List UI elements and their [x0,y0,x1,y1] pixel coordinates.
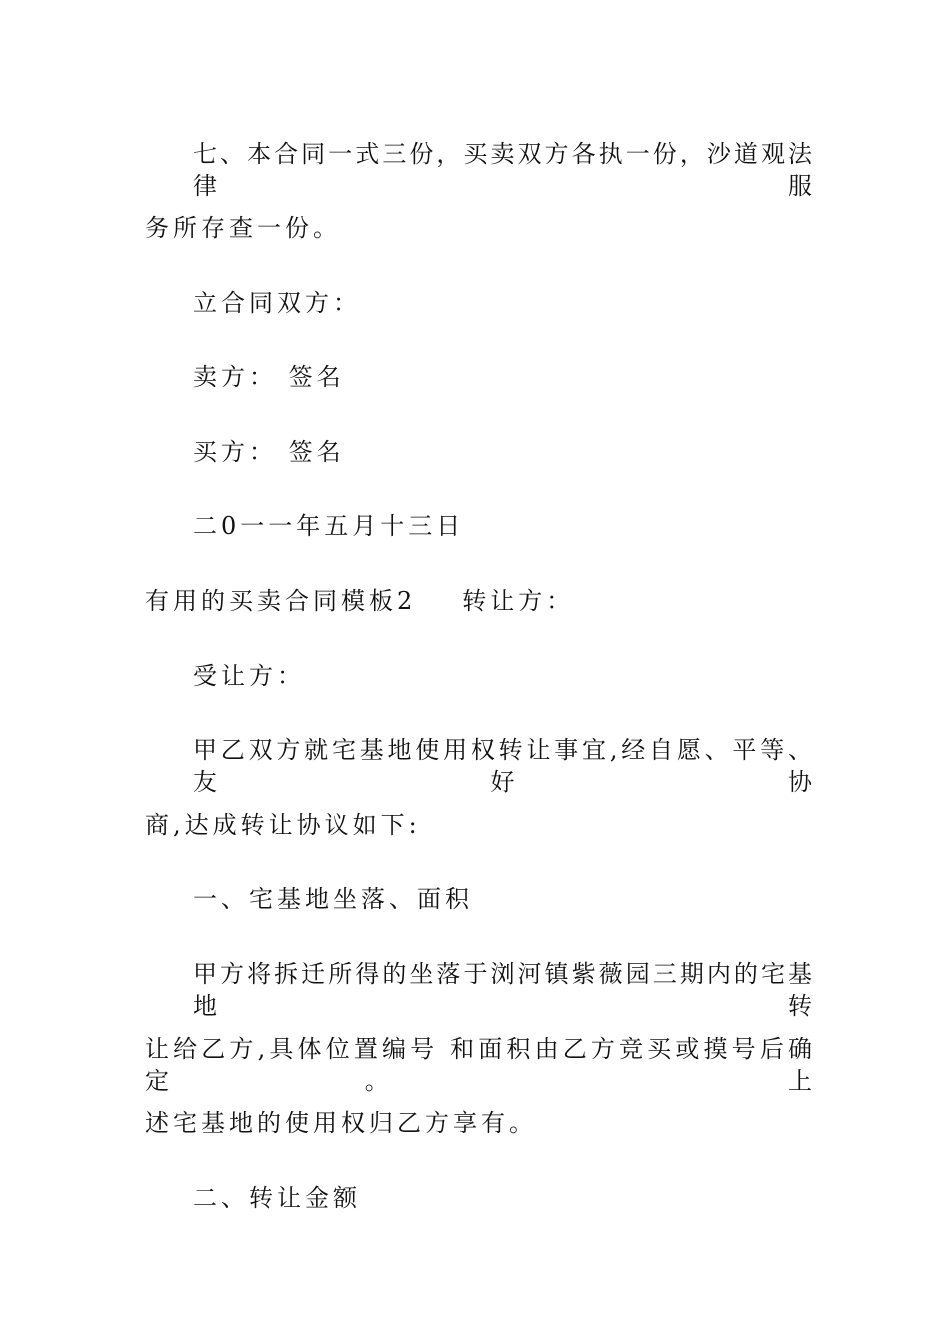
paragraph-line: 商,达成转让协议如下: [145,811,421,839]
clause-heading: 一、宅基地坐落、面积 [193,885,473,913]
transferor-label: 转让方： [462,587,575,615]
paragraph-line: 述宅基地的使用权归乙方享有。 [145,1109,537,1137]
paragraph-line: 七、本合同一式三份，买卖双方各执一份，沙道观法律服 [193,140,815,200]
clause-heading: 二、转让金额 [193,1184,361,1212]
paragraph-line: 甲方将拆迁所得的坐落于浏河镇紫薇园三期内的宅基地转 [193,960,815,1020]
seller-signature-line: 卖方： 签名 [193,363,345,391]
paragraph-line: 受让方： [193,662,305,690]
template-title: 有用的买卖合同模板2 [145,587,417,615]
buyer-signature-line: 买方： 签名 [193,438,345,466]
date-line: 二0一一年五月十三日 [193,512,465,540]
paragraph-line: 立合同双方： [193,289,361,317]
section-heading-line [145,585,815,617]
paragraph-line: 让给乙方,具体位置编号 和面积由乙方竞买或摸号后确定。 上 [145,1035,815,1095]
paragraph-line: 务所存查一份。 [145,214,341,242]
paragraph-line: 甲乙双方就宅基地使用权转让事宜,经自愿、平等、友好协 [193,736,815,796]
